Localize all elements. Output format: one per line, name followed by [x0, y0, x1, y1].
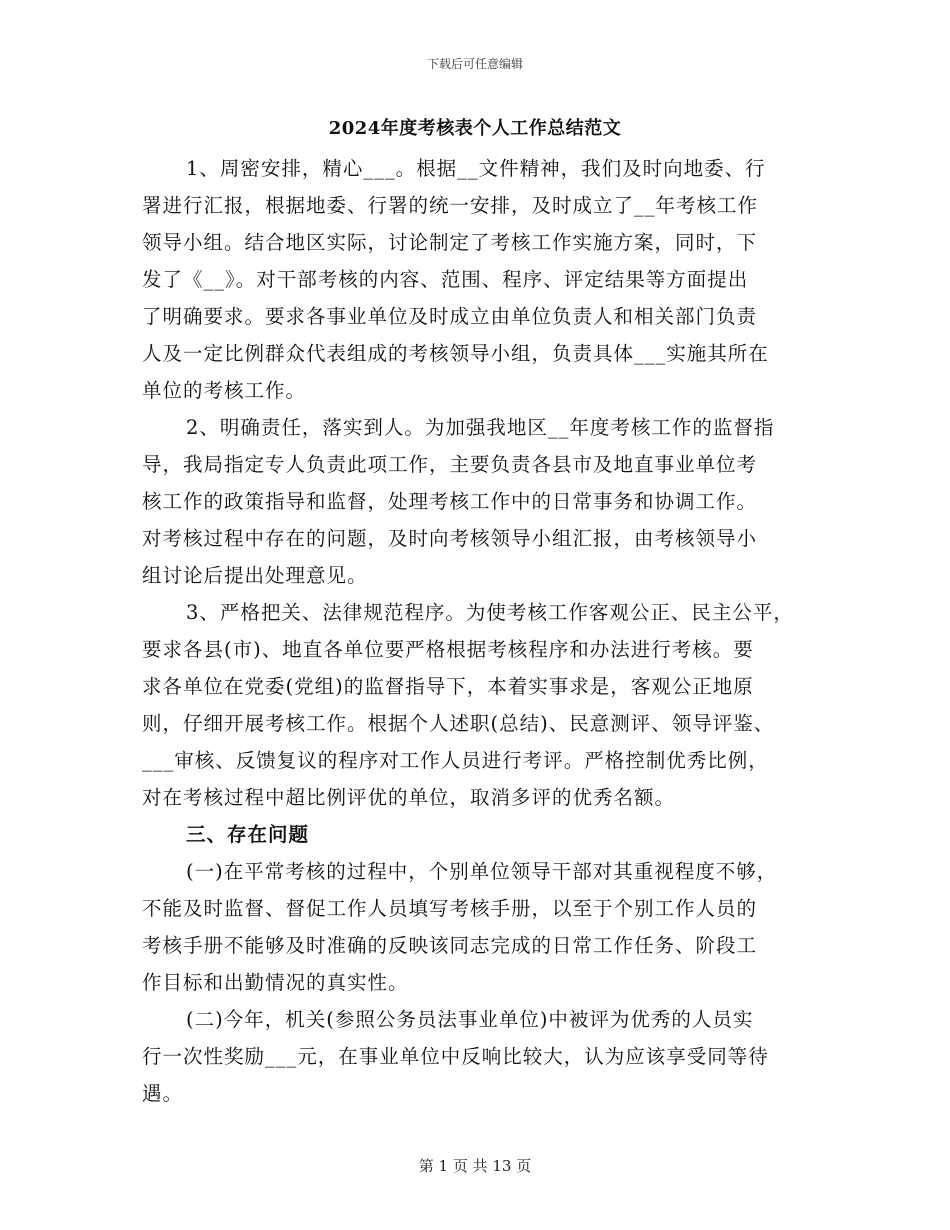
paragraph-line: 3、严格把关、法律规范程序。为使考核工作客观公正、民主公平，: [186, 601, 794, 624]
paragraph-line: 对在考核过程中超比例评优的单位，取消多评的优秀名额。: [142, 786, 676, 809]
paragraph-line: 发了《__》。对干部考核的内容、范围、程序、评定结果等方面提出: [142, 268, 749, 291]
paragraph-line: 1、周密安排，精心___。根据__文件精神，我们及时向地委、行: [186, 157, 766, 180]
paragraph-line: 人及一定比例群众代表组成的考核领导小组，负责具体___实施其所在: [142, 342, 769, 365]
paragraph-line: 则，仔细开展考核工作。根据个人述职(总结)、民意测评、领导评鉴、: [142, 712, 775, 735]
page-title: 2024年度考核表个人工作总结范文: [328, 118, 622, 139]
paragraph-line: 单位的考核工作。: [142, 379, 307, 402]
document-body: [142, 150, 812, 1112]
paragraph-line: ___审核、反馈复议的程序对工作人员进行考评。严格控制优秀比例，: [142, 749, 769, 772]
paragraph-line: 核工作的政策指导和监督，处理考核工作中的日常事务和协调工作。: [142, 490, 758, 513]
paragraph-line: 作目标和出勤情况的真实性。: [142, 971, 409, 994]
paragraph-line: 组讨论后提出处理意见。: [142, 564, 368, 587]
paragraph-line: 导，我局指定专人负责此项工作，主要负责各县市及地直事业单位考: [142, 453, 758, 476]
header-note: 下载后可任意编辑: [426, 57, 523, 71]
paragraph-line: 要求各县(市)、地直各单位要严格根据考核程序和办法进行考核。要: [142, 638, 754, 661]
paragraph-line: 遇。: [142, 1082, 184, 1105]
paragraph-line: (一)在平常考核的过程中，个别单位领导干部对其重视程度不够，: [186, 860, 778, 883]
paragraph-line: 对考核过程中存在的问题，及时向考核领导小组汇报，由考核领导小: [142, 527, 758, 550]
page-number-footer: 第 1 页 共 13 页: [418, 1157, 532, 1175]
paragraph-line: 求各单位在党委(党组)的监督指导下，本着实事求是，客观公正地原: [142, 675, 754, 698]
paragraph-line: 署进行汇报，根据地委、行署的统一安排，及时成立了__年考核工作: [142, 194, 759, 217]
paragraph-line: 了明确要求。要求各事业单位及时成立由单位负责人和相关部门负责: [142, 305, 758, 328]
paragraph-line: (二)今年，机关(参照公务员法事业单位)中被评为优秀的人员实: [186, 1008, 754, 1031]
paragraph-line: 考核手册不能够及时准确的反映该同志完成的日常工作任务、阶段工: [142, 934, 758, 957]
paragraph-line: 领导小组。结合地区实际，讨论制定了考核工作实施方案，同时，下: [142, 231, 758, 254]
paragraph-line: 不能及时监督、督促工作人员填写考核手册，以至于个别工作人员的: [142, 897, 758, 920]
section-heading: 三、存在问题: [186, 823, 310, 846]
paragraph-line: 2、明确责任，落实到人。为加强我地区__年度考核工作的监督指: [186, 416, 775, 439]
paragraph-line: 行一次性奖励___元，在事业单位中反响比较大，认为应该享受同等待: [142, 1045, 769, 1068]
